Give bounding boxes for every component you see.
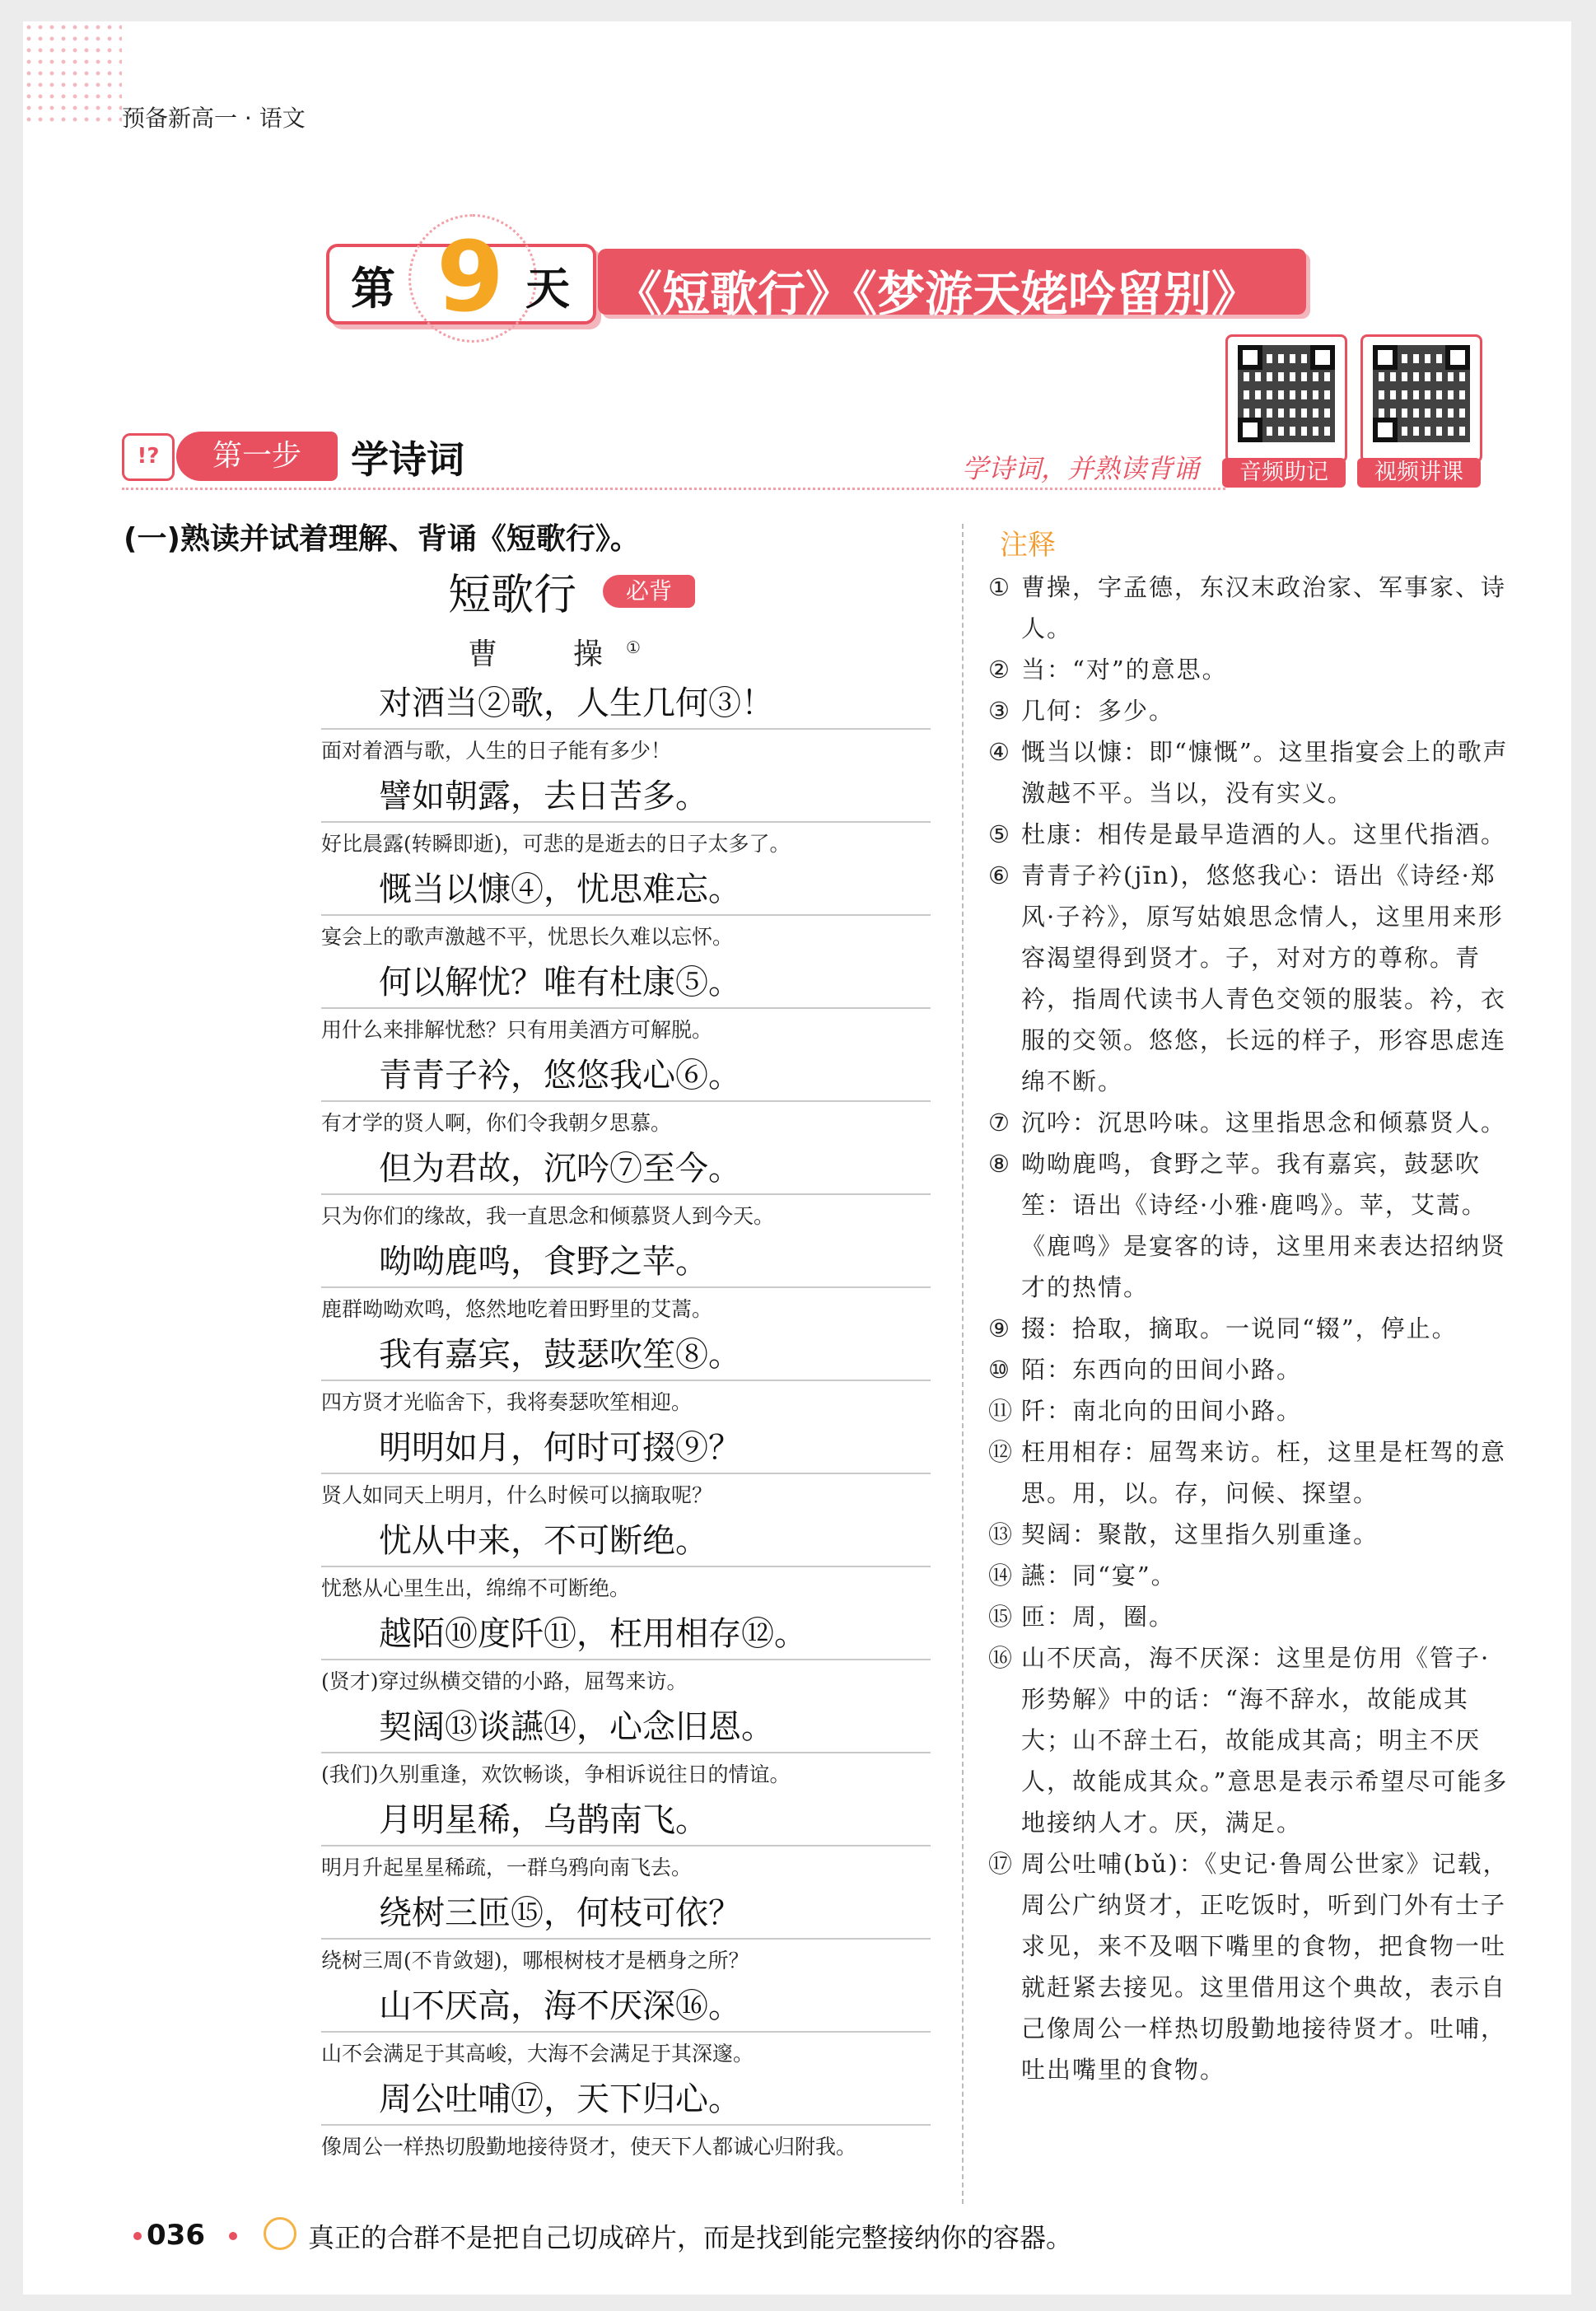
poem-translation: 忧愁从心里生出，绵绵不可断绝。 — [321, 1576, 631, 1600]
qr-finder — [1373, 418, 1398, 442]
note-number: ⑫ — [988, 1438, 1015, 1466]
author-name: 曹 操 — [468, 637, 627, 671]
lesson-title: 《短歌行》《梦游天姥吟留别》 — [614, 266, 1260, 322]
poem-line: 对酒当②歌，人生几何③！ — [379, 684, 774, 722]
poem-translation: 明月升起星星稀疏，一群乌鸦向南飞去。 — [321, 1856, 693, 1879]
poem-line-pair — [296, 1794, 955, 1887]
note-number: ⑮ — [988, 1603, 1015, 1631]
poem-line-pair — [296, 1422, 955, 1515]
lesson-title-box — [598, 249, 1306, 322]
note-number: ⑪ — [988, 1397, 1015, 1425]
note-text: 阡：南北向的田间小路。 — [1021, 1397, 1303, 1425]
poem-translation: 有才学的贤人啊，你们令我朝夕思慕。 — [321, 1111, 672, 1135]
note-text: 契阔：聚散，这里指久别重逢。 — [1021, 1520, 1379, 1548]
running-header: 预备新高一 · 语文 — [122, 105, 306, 132]
note-number: ⑨ — [988, 1314, 1011, 1342]
poem-line: 契阔⑬谈讌⑭，心念旧恩。 — [379, 1708, 774, 1746]
poem-lines — [296, 677, 955, 2166]
poem-translation: 宴会上的歌声激越不平，忧思长久难以忘怀。 — [321, 925, 734, 949]
note-item — [988, 855, 1515, 1102]
note-number: ⑦ — [988, 1109, 1011, 1137]
qr-finder — [1238, 345, 1262, 370]
poem-line: 慨当以慷④，忧思难忘。 — [379, 871, 741, 908]
note-text: 杜康：相传是最早造酒的人。这里代指酒。 — [1021, 820, 1507, 848]
poem-line: 青青子衿，悠悠我心⑥。 — [379, 1057, 741, 1095]
qr-label-video[interactable]: 视频讲课 — [1357, 458, 1481, 488]
notes-heading: 注释 — [1000, 529, 1056, 562]
note-text: 沉吟：沉思吟味。这里指思念和倾慕贤人。 — [1021, 1109, 1507, 1137]
note-number: ⑬ — [988, 1520, 1015, 1548]
question-bubble-icon: !? — [122, 433, 175, 481]
qr-code-audio[interactable] — [1225, 334, 1347, 463]
section-divider — [122, 488, 1225, 490]
note-number: ⑤ — [988, 820, 1011, 848]
note-text: 讌：同“宴”。 — [1021, 1562, 1177, 1590]
translation-rule — [321, 821, 931, 856]
note-text: 慨当以慷：即“慷慨”。这里指宴会上的歌声激越不平。当以，没有实义。 — [1021, 738, 1509, 807]
note-text: 青青子衿(jīn)，悠悠我心：语出《诗经·郑风·子衿》，原写姑娘思念情人，这里用来形容渴望得到贤才。子，对对方的尊称。青衿，指周代读书人青色交领的服装。衿，衣服的交领。悠悠，长远的样子，形容思虑连绵不断。 — [1021, 861, 1507, 1095]
translation-rule — [321, 2031, 931, 2066]
poem-line-pair — [296, 956, 955, 1049]
page — [23, 21, 1571, 2295]
note-item — [988, 1308, 1515, 1349]
day-suffix: 天 — [525, 263, 570, 315]
translation-rule — [321, 1752, 931, 1786]
poem-line: 越陌⑩度阡⑪，枉用相存⑫。 — [379, 1615, 807, 1653]
poem-line-pair — [296, 770, 955, 863]
poem-line: 绕树三匝⑮，何枝可依？ — [379, 1894, 741, 1932]
note-number: ② — [988, 656, 1011, 684]
column-divider — [962, 524, 964, 2204]
note-text: 当：“对”的意思。 — [1021, 656, 1228, 684]
note-text: 掇：拾取，摘取。一说同“辍”，停止。 — [1021, 1314, 1458, 1342]
translation-rule — [321, 1938, 931, 1973]
footer-quote: 真正的合群不是把自己切成碎片，而是找到能完整接纳你的容器。 — [308, 2222, 1073, 2253]
translation-rule — [321, 1473, 931, 1507]
poem-line-pair — [296, 1142, 955, 1235]
note-number: ⑭ — [988, 1562, 1015, 1590]
translation-rule — [321, 1659, 931, 1693]
must-recite-badge: 必背 — [603, 575, 695, 608]
note-item — [988, 567, 1515, 649]
notes-list — [988, 567, 1515, 2090]
translation-rule — [321, 1566, 931, 1600]
translation-rule — [321, 2124, 931, 2159]
translation-rule — [321, 1845, 931, 1879]
poem-translation: 像周公一样热切殷勤地接待贤才，使天下人都诚心归附我。 — [321, 2135, 857, 2159]
poem-line-pair — [296, 1887, 955, 1980]
instruction: (一)熟读并试着理解、背诵《短歌行》。 — [124, 522, 640, 556]
qr-finder — [1238, 418, 1262, 442]
poem-line-pair — [296, 1049, 955, 1142]
poem-translation: 贤人如同天上明月，什么时候可以摘取呢？ — [321, 1483, 713, 1507]
note-item — [988, 731, 1515, 814]
poem-author — [468, 631, 641, 673]
note-item — [988, 690, 1515, 731]
note-text: 周公吐哺(bǔ)：《史记·鲁周公世家》记载，周公广纳贤才，正吃饭时，听到门外有士子求见，来不及咽下嘴里的食物，把食物一吐就赶紧去接见。这里借用这个典故，表示自己像周公一样热切殷勤地接待贤才。吐哺，吐出嘴里的食物。 — [1021, 1850, 1509, 2084]
day-title-banner — [326, 220, 1314, 334]
page-number: 036 — [147, 2219, 205, 2252]
poem-line: 明明如月，何时可掇⑨？ — [379, 1429, 741, 1467]
note-item — [988, 1349, 1515, 1390]
poem-line: 山不厌高，海不厌深⑯。 — [379, 1987, 741, 2025]
note-item — [988, 1431, 1515, 1514]
poem-translation: 好比晨露(转瞬即逝)，可悲的是逝去的日子太多了。 — [321, 832, 791, 856]
note-number: ⑥ — [988, 861, 1011, 889]
poem-translation: 鹿群呦呦欢鸣，悠然地吃着田野里的艾蒿。 — [321, 1297, 713, 1321]
qr-finder — [1373, 345, 1398, 370]
qr-finder — [1310, 345, 1335, 370]
search-icon — [264, 2217, 296, 2250]
note-item — [988, 649, 1515, 690]
poem-translation: 山不会满足于其高峻，大海不会满足于其深邃。 — [321, 2042, 754, 2066]
note-number: ⑩ — [988, 1356, 1011, 1384]
note-text: 呦呦鹿鸣，食野之苹。我有嘉宾，鼓瑟吹笙：语出《诗经·小雅·鹿鸣》。苹，艾蒿。《鹿鸣》是宴客的诗，这里用来表达招纳贤才的热情。 — [1021, 1150, 1507, 1301]
note-item — [988, 1143, 1515, 1308]
qr-finder — [1445, 345, 1470, 370]
poem-translation: 四方贤才光临舍下，我将奏瑟吹笙相迎。 — [321, 1390, 693, 1414]
translation-rule — [321, 1007, 931, 1042]
note-text: 几何：多少。 — [1021, 697, 1175, 725]
poem-line-pair — [296, 1980, 955, 2073]
translation-rule — [321, 1380, 931, 1414]
section-title: 学诗词 — [351, 437, 464, 482]
note-item — [988, 814, 1515, 855]
note-item — [988, 1102, 1515, 1143]
poem-line-pair — [296, 677, 955, 770]
poem-line-pair — [296, 1515, 955, 1608]
poem-line-pair — [296, 1235, 955, 1328]
poem-line: 忧从中来，不可断绝。 — [379, 1522, 708, 1560]
qr-code-video[interactable] — [1360, 334, 1482, 463]
note-text: 曹操，字孟德，东汉末政治家、军事家、诗人。 — [1021, 573, 1507, 642]
poem-translation: 用什么来排解忧愁？只有用美酒方可解脱。 — [321, 1018, 713, 1042]
note-number: ① — [988, 573, 1011, 601]
note-item — [988, 1843, 1515, 2090]
note-item — [988, 1596, 1515, 1637]
poem-line-pair — [296, 1701, 955, 1794]
note-number: ⑯ — [988, 1644, 1015, 1672]
translation-rule — [321, 1193, 931, 1228]
poem-line: 何以解忧？唯有杜康⑤。 — [379, 964, 741, 1001]
poem-title: 短歌行 — [448, 571, 577, 620]
qr-label-audio[interactable]: 音频助记 — [1222, 458, 1346, 488]
poem-translation: 绕树三周(不肯敛翅)，哪根树枝才是栖身之所？ — [321, 1949, 749, 1973]
note-item — [988, 1637, 1515, 1843]
note-item — [988, 1514, 1515, 1555]
author-note-marker: ① — [626, 637, 641, 657]
translation-rule — [321, 728, 931, 763]
note-text: 匝：周，圈。 — [1021, 1603, 1175, 1631]
step-pill: 第一步 — [176, 432, 338, 481]
footer-dot — [133, 2232, 142, 2240]
note-text: 枉用相存：屈驾来访。枉，这里是枉驾的意思。用，以。存，问候、探望。 — [1021, 1438, 1507, 1507]
poem-line-pair — [296, 2073, 955, 2166]
note-text: 陌：东西向的田间小路。 — [1021, 1356, 1303, 1384]
day-prefix: 第 — [351, 263, 395, 315]
poem-line-pair — [296, 1328, 955, 1422]
poem-translation: 面对着酒与歌，人生的日子能有多少！ — [321, 739, 672, 763]
footer-dot — [229, 2232, 237, 2240]
note-number: ③ — [988, 697, 1011, 725]
note-text: 山不厌高，海不厌深：这里是仿用《管子·形势解》中的话：“海不辞水，故能成其大；山不辞土石，故能成其高；明主不厌人，故能成其众。”意思是表示希望尽可能多地接纳人才。厌，满足。 — [1021, 1644, 1509, 1837]
translation-rule — [321, 1286, 931, 1321]
note-number: ⑧ — [988, 1150, 1011, 1178]
poem-line: 周公吐哺⑰，天下归心。 — [379, 2080, 741, 2118]
poem-line: 呦呦鹿鸣，食野之苹。 — [379, 1243, 708, 1281]
poem-line-pair — [296, 1608, 955, 1701]
translation-rule — [321, 1100, 931, 1135]
poem-translation: 只为你们的缘故，我一直思念和倾慕贤人到今天。 — [321, 1204, 775, 1228]
day-number: 9 — [436, 220, 505, 334]
poem-line: 月明星稀，乌鹊南飞。 — [379, 1801, 708, 1839]
note-item — [988, 1390, 1515, 1431]
decorative-dots — [23, 21, 122, 128]
poem-line-pair — [296, 863, 955, 956]
note-item — [988, 1555, 1515, 1596]
translation-rule — [321, 914, 931, 949]
poem-line: 譬如朝露，去日苦多。 — [379, 777, 708, 815]
note-number: ⑰ — [988, 1850, 1015, 1878]
poem-line: 我有嘉宾，鼓瑟吹笙⑧。 — [379, 1336, 741, 1374]
note-number: ④ — [988, 738, 1011, 766]
poem-line: 但为君故，沉吟⑦至今。 — [379, 1150, 741, 1188]
poem-translation: (我们)久别重逢，欢饮畅谈，争相诉说往日的情谊。 — [321, 1762, 791, 1786]
section-hint: 学诗词，并熟读背诵 — [962, 453, 1200, 484]
poem-translation: (贤才)穿过纵横交错的小路，屈驾来访。 — [321, 1669, 688, 1693]
